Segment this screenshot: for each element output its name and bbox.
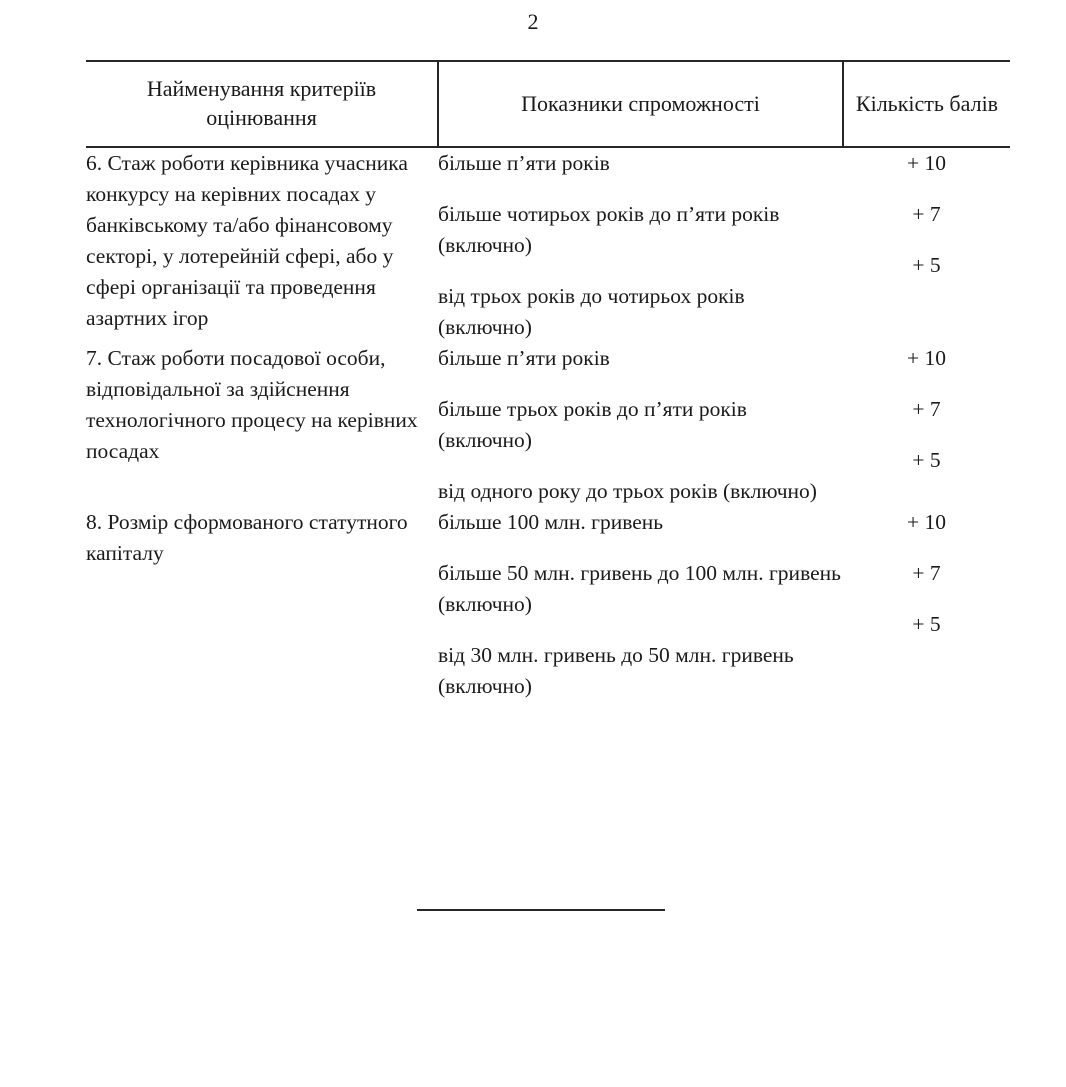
indicator-item: від одного року до трьох років (включно): [438, 479, 817, 503]
table-row: [86, 507, 1010, 702]
table-body: [86, 147, 1010, 702]
page-number: 2: [527, 9, 539, 34]
points-item: + 10: [906, 346, 946, 370]
indicator-item: від 30 млн. гривень до 50 млн. гривень (включно): [438, 643, 794, 698]
indicator-item: більше 100 млн. гривень: [438, 510, 664, 534]
criteria-table: [86, 60, 1010, 702]
points-item: + 7: [912, 397, 941, 421]
points-item: + 7: [912, 202, 941, 226]
cell-points: [843, 507, 1010, 702]
indicator-item: більше трьох років до п’яти років (включно): [438, 397, 747, 452]
cell-points: [843, 147, 1010, 343]
points-item: + 5: [912, 612, 941, 636]
indicator-item: більше п’яти років: [438, 151, 610, 175]
criteria-table-container: [86, 60, 1010, 702]
cell-indicators: [438, 507, 843, 702]
cell-points: [843, 343, 1010, 507]
points-item: + 5: [912, 448, 941, 472]
table-header: [86, 61, 1010, 147]
indicator-item: від трьох років до чотирьох років (включно): [438, 284, 745, 339]
footer-divider: [417, 909, 665, 911]
cell-indicators: [438, 343, 843, 507]
column-header-criteria: Найменування критеріїв оцінювання: [86, 61, 438, 147]
points-item: + 5: [912, 253, 941, 277]
table-row: [86, 147, 1010, 343]
indicator-item: більше п’яти років: [438, 346, 610, 370]
points-item: + 10: [906, 151, 946, 175]
column-header-indicators: Показники спроможності: [438, 61, 843, 147]
points-item: + 10: [906, 510, 946, 534]
points-item: + 7: [912, 561, 941, 585]
table-header-row: [86, 61, 1010, 147]
cell-criterion: 7. Стаж роботи посадової особи, відповідальної за здійснення технологічного процесу на керівних посадах: [86, 346, 418, 463]
table-row: [86, 343, 1010, 507]
cell-indicators: [438, 147, 843, 343]
column-header-points: Кількість балів: [843, 61, 1010, 147]
indicator-item: більше чотирьох років до п’яти років (включно): [438, 202, 780, 257]
cell-criterion: 6. Стаж роботи керівника учасника конкурсу на керівних посадах у банківському та/або фінансовому секторі, у лотерейній сфері, або у сфері організації та проведення азартних ігор: [86, 151, 408, 330]
cell-criterion: 8. Розмір сформованого статутного капіталу: [86, 510, 408, 565]
indicator-item: більше 50 млн. гривень до 100 млн. гривень (включно): [438, 561, 841, 616]
